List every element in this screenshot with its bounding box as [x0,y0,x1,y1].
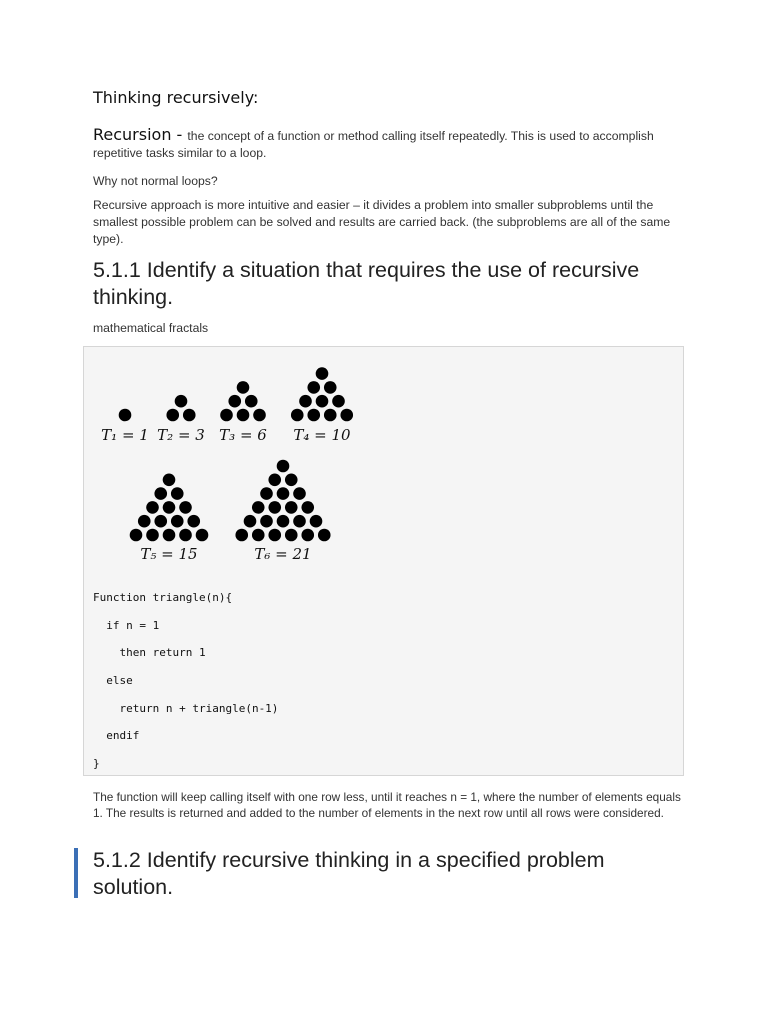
code-line: else [93,674,133,688]
triangle-dot [179,529,192,542]
triangle-label: T₂ = 3 [157,426,205,444]
explanation-paragraph: The function will keep calling itself with one row less, until it reaches n = 1, where the number of elements equals 1. The results is returned and added to the number of elements in the next row until all rows were considered. [93,790,681,820]
triangle-dot [310,515,323,528]
triangle-dot [277,460,290,473]
triangle-dot [196,529,209,542]
code-line: if n = 1 [93,618,160,632]
triangle-dot [130,529,143,542]
page-title: Thinking recursively: [93,88,259,107]
triangle-dot [332,395,345,408]
definition-text: the concept of a function or method calling itself repeatedly. This is used to accomplish repetitive tasks similar to a loop. [93,129,654,160]
triangle-dot [299,395,312,408]
triangle-label: T₄ = 10 [293,426,351,444]
code-line: } [93,757,100,771]
triangle-dot [163,529,176,542]
triangle-dot [146,501,159,514]
triangle-dot [316,367,329,380]
triangle-dot [220,409,233,422]
triangle-dot [318,529,331,542]
triangle-dot [252,501,265,514]
triangle-dot [163,501,176,514]
code-line: Function triangle(n){ [93,591,233,604]
answer-paragraph: Recursive approach is more intuitive and easier – it divides a problem into smaller subproblems until the smallest possible problem can be solved and results are carried back. (the subproblems are all of the same type). [93,198,671,246]
triangle-dot [138,515,151,528]
triangle-dot [324,409,337,422]
triangle-label: T₁ = 1 [101,426,149,444]
triangle-dot [291,409,304,422]
triangle-dot [228,395,241,408]
triangle-dot [285,529,298,542]
code-line: then return 1 [93,646,206,660]
definition-term: Recursion - [93,125,188,144]
triangle-dot [154,487,167,500]
triangle-dot [171,515,184,528]
triangle-dot [285,501,298,514]
triangle-dot [301,501,314,514]
triangle-dot [268,474,281,487]
code-line: endif [93,729,140,743]
code-listing [93,584,278,778]
triangle-dot [324,381,337,394]
recursion-definition [93,126,683,162]
triangle-dot [260,487,273,500]
section-subtitle: mathematical fractals [93,321,209,335]
triangle-dot [260,515,273,528]
triangle-dot [183,409,196,422]
triangle-dot [245,395,258,408]
triangle-dot [301,529,314,542]
triangle-dot [171,487,184,500]
triangle-dot [146,529,159,542]
triangular-numbers-figure [83,346,684,576]
triangle-dot [268,529,281,542]
triangle-label: T₆ = 21 [254,545,312,563]
triangle-dot [235,529,248,542]
triangle-dot [163,474,176,487]
triangle-dot [277,515,290,528]
triangle-dot [252,529,265,542]
triangle-dot [307,381,320,394]
triangle-dot [307,409,320,422]
triangle-dot [187,515,200,528]
triangle-dot [340,409,353,422]
code-line: return n + triangle(n-1) [93,701,279,715]
triangle-dot [175,395,188,408]
triangle-dot [237,381,250,394]
triangle-dot [293,515,306,528]
triangle-dot [244,515,257,528]
triangle-dot [179,501,192,514]
triangle-dot [166,409,179,422]
triangle-dot [154,515,167,528]
triangle-label: T₃ = 6 [219,426,267,444]
triangle-dot [119,409,132,422]
triangle-label: T₅ = 15 [140,545,198,563]
section-heading-5-1-1: 5.1.1 Identify a situation that requires the use of recursive thinking. [93,258,640,309]
triangle-dot [268,501,281,514]
triangle-dot [285,474,298,487]
section-heading-5-1-2: 5.1.2 Identify recursive thinking in a specified problem solution. [93,848,605,899]
question-text: Why not normal loops? [93,174,218,188]
triangle-dot [316,395,329,408]
triangle-dot [277,487,290,500]
triangle-dot [253,409,266,422]
triangle-dot [293,487,306,500]
heading-accent-bar [74,848,78,898]
triangle-dot [237,409,250,422]
